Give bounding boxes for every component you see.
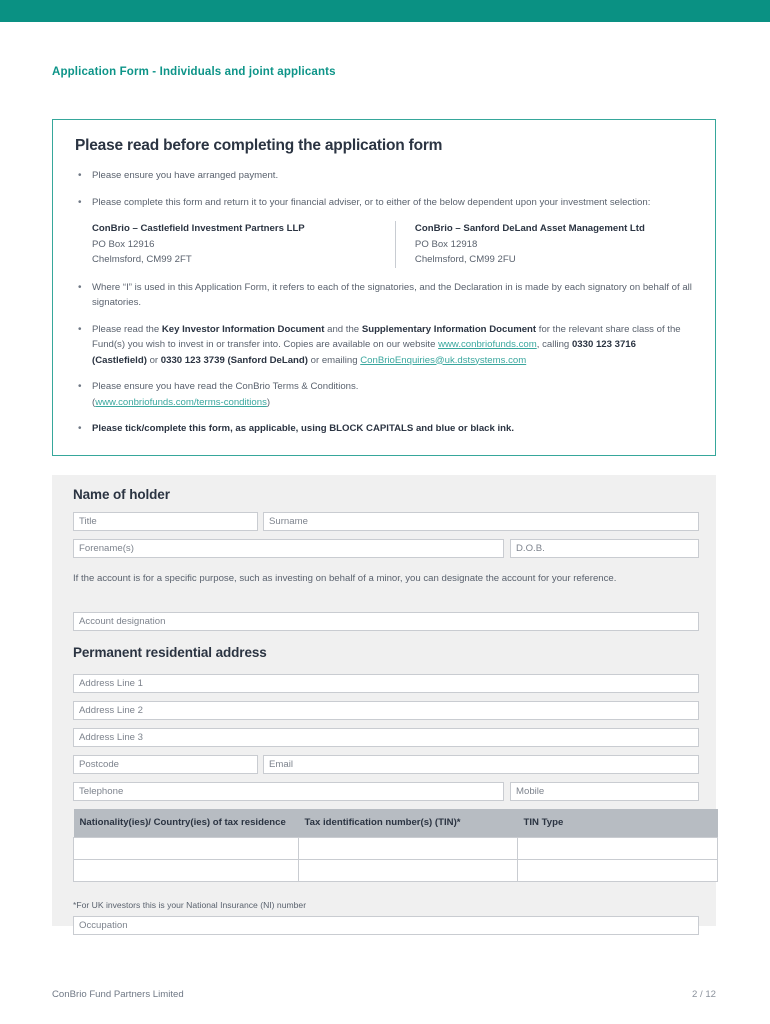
tax-cell-tin-2[interactable] (299, 859, 518, 881)
name-of-holder-heading: Name of holder (73, 487, 170, 502)
terms-intro-text: Please ensure you have read the ConBrio Terms & Conditions. (92, 381, 359, 392)
notice-bullet-2-text: Please complete this form and return it to your financial adviser, or to either of the below dependent upon your investment selection: (92, 196, 651, 208)
notice-bullet-4-text (92, 322, 693, 369)
close-paren: ) (266, 396, 271, 408)
notice-bullet-6 (75, 421, 693, 437)
kiid-label: Key Investor Information Document (161, 323, 325, 335)
tax-cell-nationality-2[interactable] (74, 859, 299, 881)
mobile-input[interactable] (510, 782, 699, 801)
tax-cell-tin-type-2[interactable] (518, 859, 718, 881)
notice-box (52, 119, 716, 456)
table-row (74, 859, 718, 881)
bullet-icon: • (78, 381, 82, 392)
b4-part-3: for the relevant share class of the Fund(s) you wish to invest in or transfer into. Copies are available on our website (92, 323, 681, 350)
b4-part-5: or (146, 354, 161, 366)
b4-part-2: and the (324, 323, 362, 335)
notice-bullet-3 (75, 280, 693, 311)
bullet-icon: • (78, 323, 82, 335)
surname-input[interactable] (263, 512, 699, 531)
notice-bullet-4 (75, 322, 693, 369)
title-input[interactable] (73, 512, 258, 531)
account-designation-note: If the account is for a specific purpose, such as investing on behalf of a minor, you can designate the account for your reference. (73, 573, 617, 584)
national-insurance-note: *For UK investors this is your National Insurance (NI) number (73, 900, 307, 910)
sanford-city: Chelmsford, CM99 2FU (414, 254, 516, 265)
permanent-residential-address-heading: Permanent residential address (73, 645, 267, 660)
tax-table-header-tin: Tax identification number(s) (TIN)* (299, 809, 518, 837)
bullet-icon: • (78, 170, 82, 181)
tax-cell-nationality-1[interactable] (74, 837, 299, 859)
footer-company-name: ConBrio Fund Partners Limited (52, 989, 184, 1000)
notice-bullet-1-text: Please ensure you have arranged payment. (92, 170, 279, 181)
tax-cell-tin-type-1[interactable] (518, 837, 718, 859)
notice-address-columns (92, 221, 693, 268)
occupation-input[interactable] (73, 916, 699, 935)
notice-title: Please read before completing the application form (75, 137, 443, 154)
notice-bullet-1 (75, 168, 693, 184)
tax-cell-tin-1[interactable] (299, 837, 518, 859)
castlefield-company-name: ConBrio – Castlefield Investment Partners LLP (92, 223, 305, 234)
tax-table-header-nationality: Nationality(ies)/ Country(ies) of tax residence (74, 809, 299, 837)
bullet-icon: • (78, 423, 82, 434)
page-title: Application Form - Individuals and joint applicants (52, 66, 336, 78)
footer-page-number: 2 / 12 (691, 989, 716, 1000)
dob-input[interactable] (510, 539, 699, 558)
notice-bullet-2 (75, 195, 693, 211)
b4-part-4: , calling (536, 339, 572, 350)
conbriofunds-website-link[interactable]: www.conbriofunds.com (438, 339, 537, 350)
enquiries-email-link[interactable]: ConBrioEnquiries@uk.dstsystems.com (360, 354, 527, 366)
address-line-2-input[interactable] (73, 701, 699, 720)
address-block-castlefield (92, 221, 395, 268)
sanford-phone: 0330 123 3739 (Sanford DeLand) (160, 354, 308, 366)
account-designation-input[interactable] (73, 612, 699, 631)
tax-residence-table (73, 809, 718, 882)
postcode-input[interactable] (73, 755, 258, 774)
notice-bullet-6-text: Please tick/complete this form, as applicable, using BLOCK CAPITALS and blue or black ink. (92, 423, 515, 434)
top-brand-bar (0, 0, 770, 22)
notice-bullet-5-text (92, 379, 693, 410)
sanford-po-box: PO Box 12918 (414, 238, 478, 250)
notice-bullet-3-text: Where “I” is used in this Application Form, it refers to each of the signatories, and the Declaration in is made by each signatory on behalf of all signatories. (92, 281, 692, 308)
telephone-input[interactable] (73, 782, 504, 801)
bullet-icon: • (78, 196, 82, 208)
email-input[interactable] (263, 755, 699, 774)
b4-part-6: or emailing (307, 354, 361, 366)
open-paren: ( (92, 396, 96, 408)
bullet-icon: • (78, 281, 82, 293)
castlefield-po-box: PO Box 12916 (92, 238, 155, 250)
address-line-1-input[interactable] (73, 674, 699, 693)
address-line-3-input[interactable] (73, 728, 699, 747)
terms-conditions-link[interactable]: www.conbriofunds.com/terms-conditions (95, 396, 267, 408)
castlefield-city: Chelmsford, CM99 2FT (92, 254, 192, 265)
application-form-panel (52, 475, 716, 926)
b4-part-1: Please read the (92, 323, 162, 335)
sid-label: Supplementary Information Document (361, 323, 537, 335)
table-row (74, 837, 718, 859)
tax-table-header-tin-type: TIN Type (518, 809, 718, 837)
sanford-company-name: ConBrio – Sanford DeLand Asset Management Ltd (414, 223, 645, 234)
castlefield-phone: 0330 123 3716 (Castlefield) (92, 339, 636, 366)
address-block-sanford-deland (395, 221, 693, 268)
notice-bullet-5 (75, 379, 693, 410)
tax-table-header-row (74, 809, 718, 837)
forename-input[interactable] (73, 539, 504, 558)
